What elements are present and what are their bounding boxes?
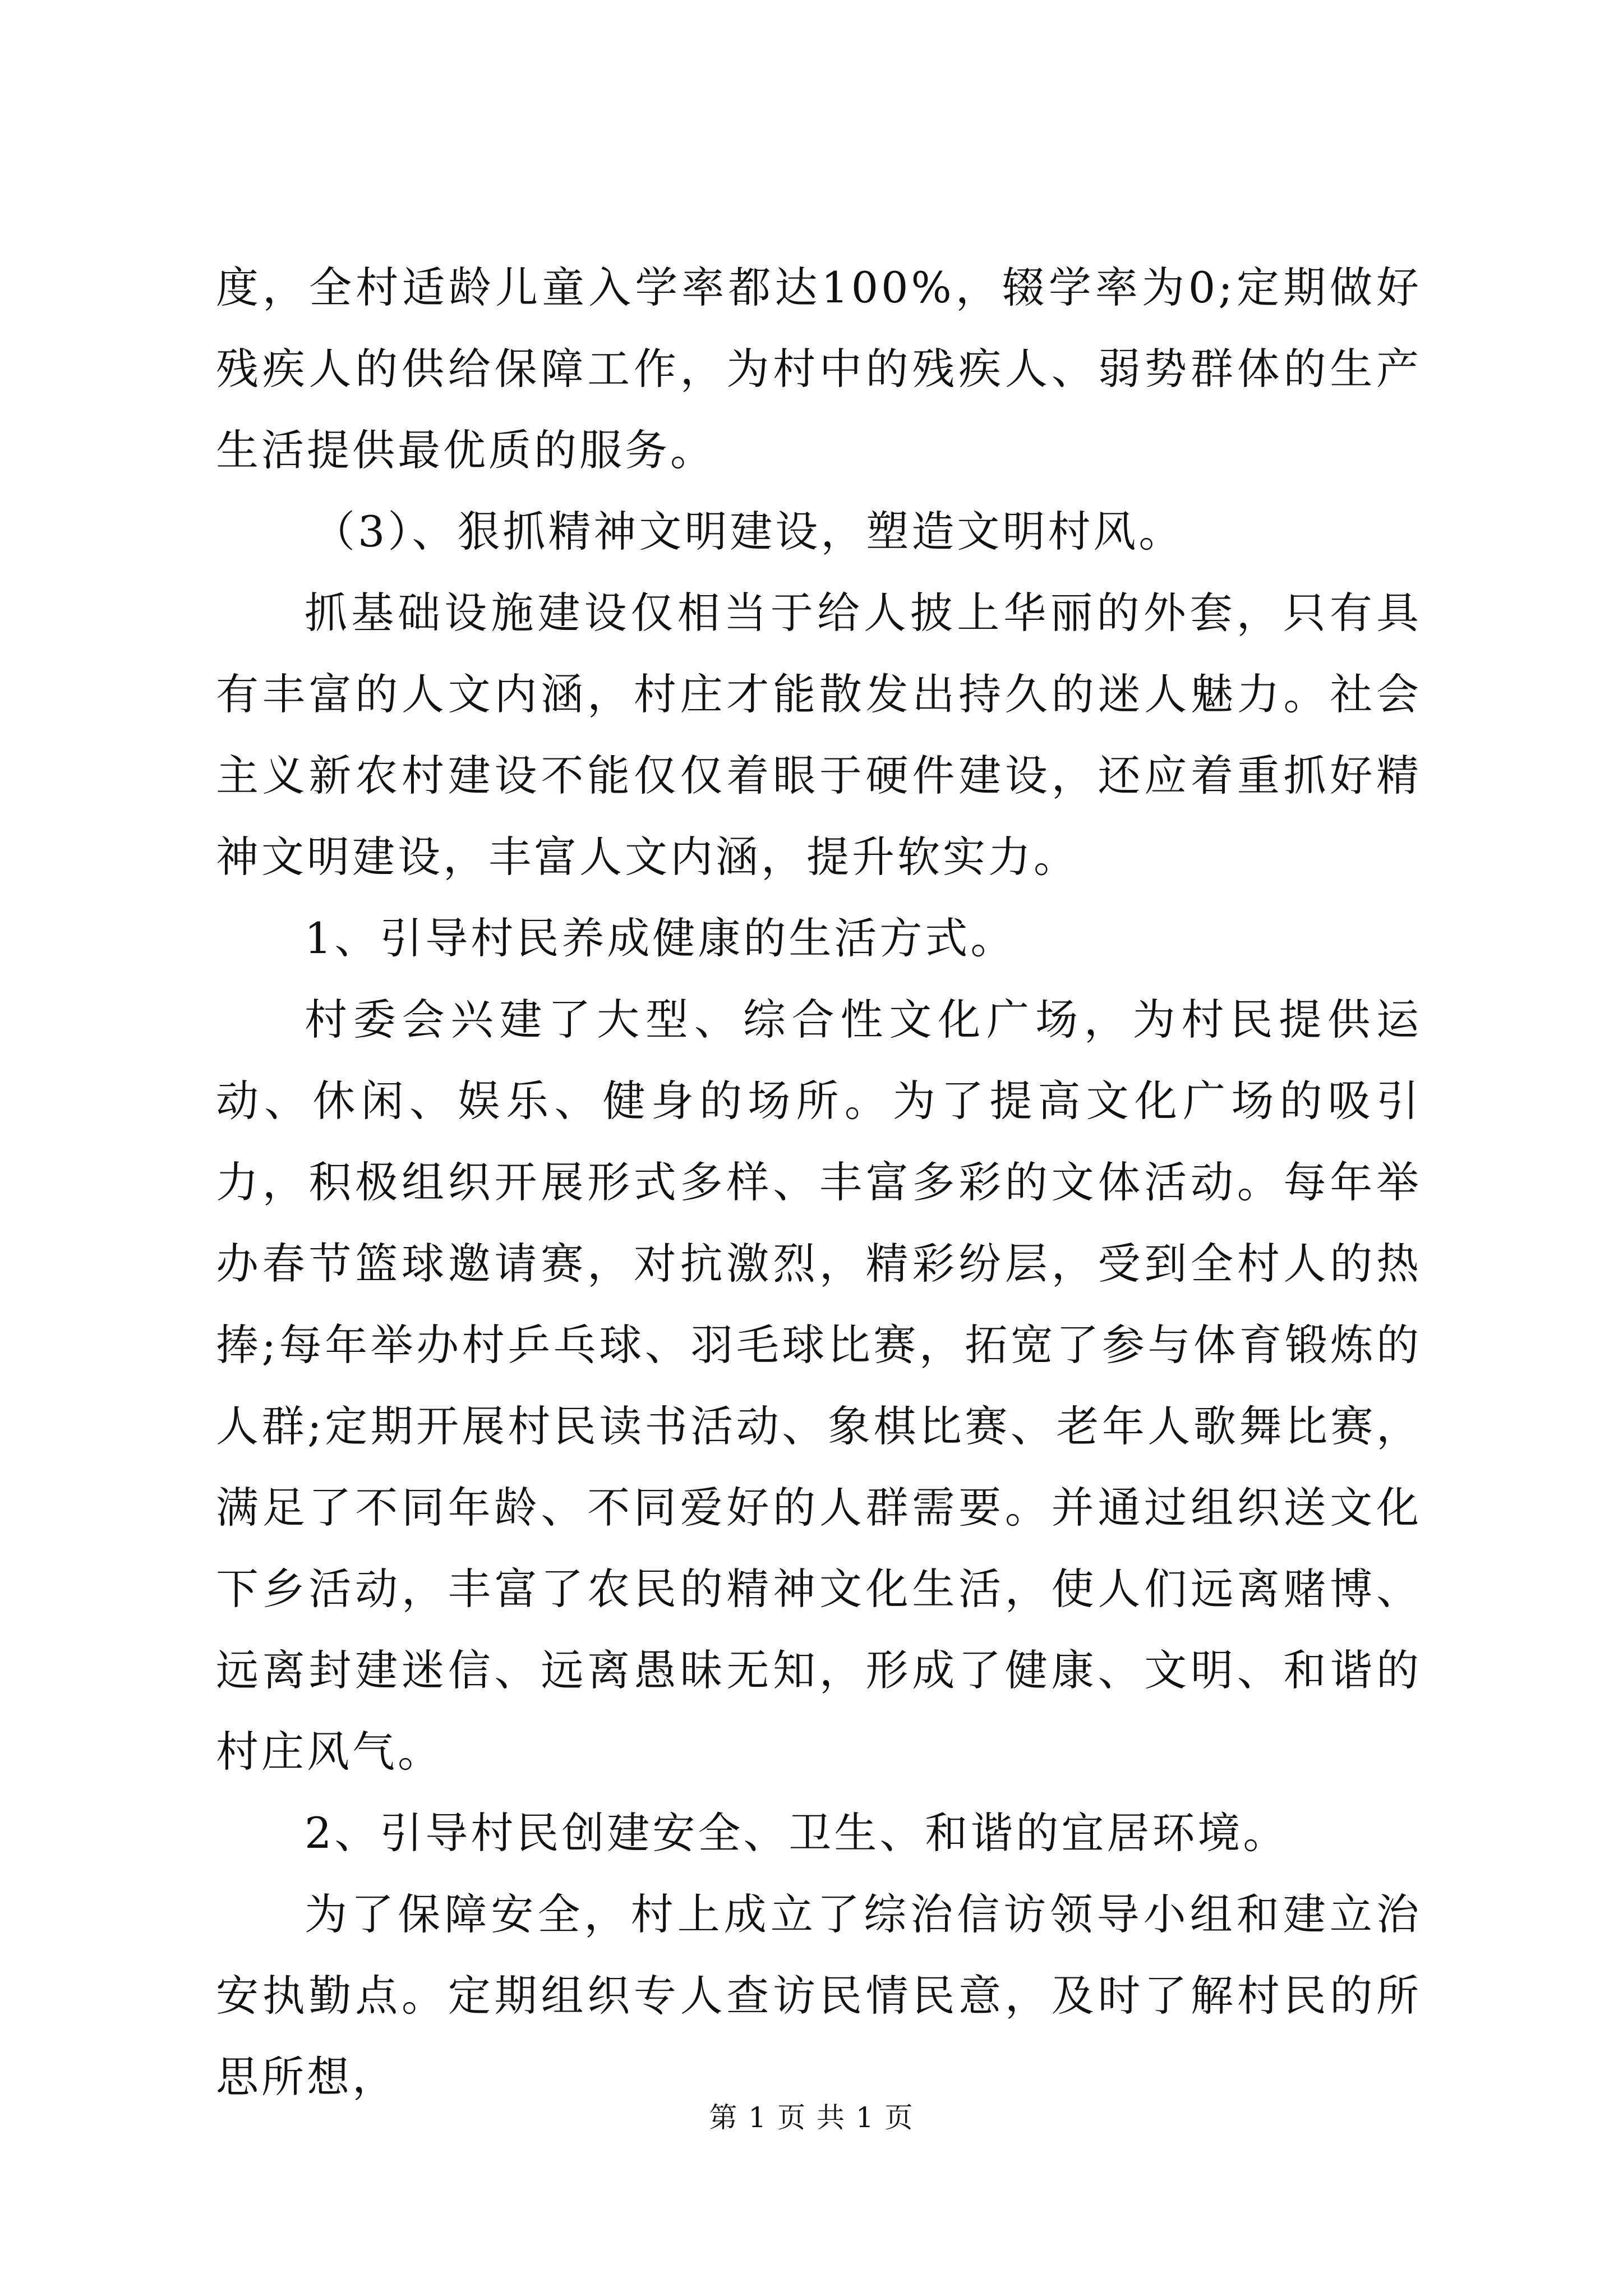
subsection-heading: 2、引导村民创建安全、卫生、和谐的宜居环境。 [305, 1808, 1289, 1858]
paragraph-continuation: 度，全村适龄儿童入学率都达100%，辍学率为0;定期做好残疾人的供给保障工作，为村中的残疾人、弱势群体的生产生活提供最优质的服务。 [216, 263, 1422, 475]
paragraph: 村委会兴建了大型、综合性文化广场，为村民提供运动、休闲、娱乐、健身的场所。为了提高文化广场的吸引力，积极组织开展形式多样、丰富多彩的文体活动。每年举办春节篮球邀请赛，对抗激烈，精彩纷层，受到全村人的热捧;每年举办村乒乓球、羽毛球比赛，拓宽了参与体育锻炼的人群;定期开展村民读书活动、象棋比赛、老年人歌舞比赛，满足了不同年龄、不同爱好的人群需要。并通过组织送文化下乡活动，丰富了农民的精神文化生活，使人们远离赌博、远离封建迷信、远离愚昧无知，形成了健康、文明、和谐的村庄风气。 [216, 995, 1422, 1777]
page-footer: 第 1 页 共 1 页 [709, 2101, 914, 2134]
paragraph: 为了保障安全，村上成立了综治信访领导小组和建立治安执勤点。定期组织专人查访民情民意，及时了解村民的所思所想， [216, 1889, 1422, 2102]
section-heading: （3）、狠抓精神文明建设，塑造文明村风。 [312, 507, 1184, 556]
document-body [216, 247, 1422, 2118]
paragraph: 抓基础设施建设仅相当于给人披上华丽的外套，只有具有丰富的人文内涵，村庄才能散发出持久的迷人魅力。社会主义新农村建设不能仅仅着眼于硬件建设，还应着重抓好精神文明建设，丰富人文内涵，提升软实力。 [216, 588, 1422, 882]
subsection-heading: 1、引导村民养成健康的生活方式。 [305, 913, 1016, 963]
